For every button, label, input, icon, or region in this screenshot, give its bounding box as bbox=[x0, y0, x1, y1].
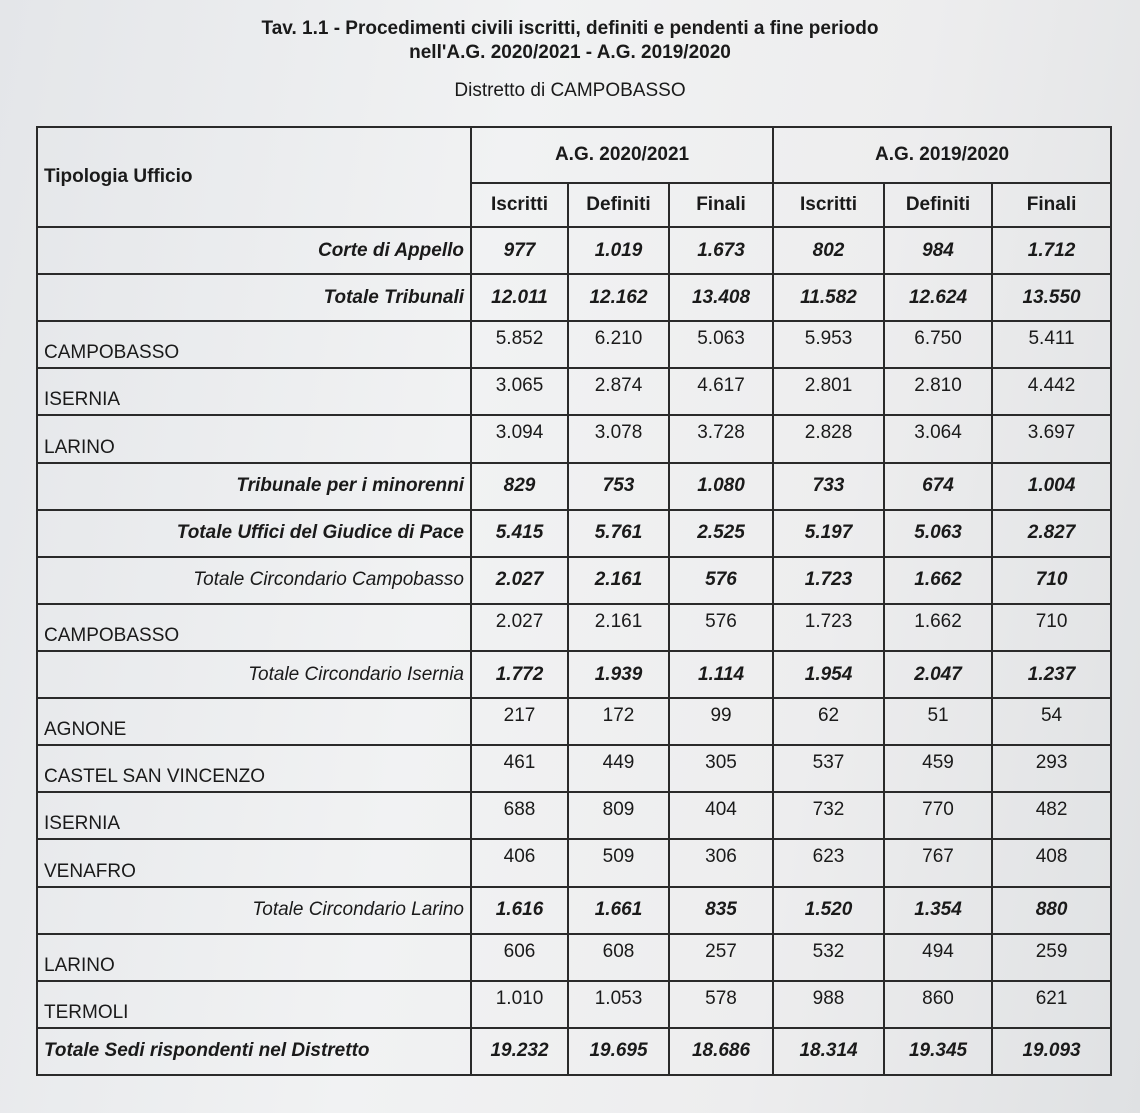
value-cell: 6.750 bbox=[884, 321, 992, 368]
value-cell: 606 bbox=[471, 934, 568, 981]
row-label: ISERNIA bbox=[37, 368, 471, 415]
value-cell: 19.232 bbox=[471, 1028, 568, 1075]
value-cell: 4.442 bbox=[992, 368, 1111, 415]
value-cell: 305 bbox=[669, 745, 773, 792]
value-cell: 3.064 bbox=[884, 415, 992, 462]
value-cell: 1.723 bbox=[773, 604, 884, 651]
value-cell: 1.616 bbox=[471, 887, 568, 934]
table-row bbox=[37, 839, 1111, 886]
value-cell: 459 bbox=[884, 745, 992, 792]
table-row bbox=[37, 274, 1111, 321]
value-cell: 461 bbox=[471, 745, 568, 792]
group-header-row bbox=[37, 127, 1111, 183]
value-cell: 1.954 bbox=[773, 651, 884, 698]
value-cell: 5.063 bbox=[669, 321, 773, 368]
row-label: ISERNIA bbox=[37, 792, 471, 839]
value-cell: 1.520 bbox=[773, 887, 884, 934]
row-label: Totale Circondario Larino bbox=[37, 887, 471, 934]
value-cell: 688 bbox=[471, 792, 568, 839]
value-cell: 5.852 bbox=[471, 321, 568, 368]
value-cell: 753 bbox=[568, 463, 669, 510]
value-cell: 62 bbox=[773, 698, 884, 745]
table-row bbox=[37, 510, 1111, 557]
row-label: Totale Circondario Campobasso bbox=[37, 557, 471, 604]
row-label: TERMOLI bbox=[37, 981, 471, 1028]
column-header: Finali bbox=[669, 183, 773, 227]
value-cell: 623 bbox=[773, 839, 884, 886]
value-cell: 1.712 bbox=[992, 227, 1111, 274]
value-cell: 732 bbox=[773, 792, 884, 839]
value-cell: 710 bbox=[992, 604, 1111, 651]
row-label: LARINO bbox=[37, 934, 471, 981]
row-label: Tribunale per i minorenni bbox=[37, 463, 471, 510]
table-row bbox=[37, 463, 1111, 510]
value-cell: 19.093 bbox=[992, 1028, 1111, 1075]
column-header: Definiti bbox=[568, 183, 669, 227]
value-cell: 1.080 bbox=[669, 463, 773, 510]
table-row bbox=[37, 698, 1111, 745]
value-cell: 880 bbox=[992, 887, 1111, 934]
value-cell: 1.723 bbox=[773, 557, 884, 604]
value-cell: 1.053 bbox=[568, 981, 669, 1028]
table-title-line2: nell'A.G. 2020/2021 - A.G. 2019/2020 bbox=[409, 42, 731, 63]
value-cell: 13.550 bbox=[992, 274, 1111, 321]
value-cell: 2.874 bbox=[568, 368, 669, 415]
value-cell: 2.810 bbox=[884, 368, 992, 415]
value-cell: 509 bbox=[568, 839, 669, 886]
column-header: Iscritti bbox=[773, 183, 884, 227]
value-cell: 259 bbox=[992, 934, 1111, 981]
table-row bbox=[37, 415, 1111, 462]
procedimenti-table bbox=[36, 126, 1112, 1076]
value-cell: 576 bbox=[669, 604, 773, 651]
row-label: VENAFRO bbox=[37, 839, 471, 886]
value-cell: 2.027 bbox=[471, 604, 568, 651]
table-row bbox=[37, 1028, 1111, 1075]
value-cell: 19.345 bbox=[884, 1028, 992, 1075]
value-cell: 674 bbox=[884, 463, 992, 510]
value-cell: 2.047 bbox=[884, 651, 992, 698]
value-cell: 1.019 bbox=[568, 227, 669, 274]
value-cell: 406 bbox=[471, 839, 568, 886]
value-cell: 99 bbox=[669, 698, 773, 745]
value-cell: 1.004 bbox=[992, 463, 1111, 510]
group-header-2020: A.G. 2020/2021 bbox=[471, 127, 773, 183]
value-cell: 2.027 bbox=[471, 557, 568, 604]
value-cell: 710 bbox=[992, 557, 1111, 604]
column-header: Finali bbox=[992, 183, 1111, 227]
value-cell: 172 bbox=[568, 698, 669, 745]
table-row bbox=[37, 745, 1111, 792]
value-cell: 3.728 bbox=[669, 415, 773, 462]
value-cell: 5.953 bbox=[773, 321, 884, 368]
table-row bbox=[37, 934, 1111, 981]
value-cell: 408 bbox=[992, 839, 1111, 886]
table-title-line1: Tav. 1.1 - Procedimenti civili iscritti, definiti e pendenti a fine periodo bbox=[261, 18, 879, 39]
value-cell: 6.210 bbox=[568, 321, 669, 368]
value-cell: 1.237 bbox=[992, 651, 1111, 698]
value-cell: 2.161 bbox=[568, 604, 669, 651]
table-row bbox=[37, 887, 1111, 934]
value-cell: 733 bbox=[773, 463, 884, 510]
row-header-cell: Tipologia Ufficio bbox=[37, 127, 471, 227]
table-row bbox=[37, 792, 1111, 839]
value-cell: 1.662 bbox=[884, 604, 992, 651]
value-cell: 621 bbox=[992, 981, 1111, 1028]
value-cell: 54 bbox=[992, 698, 1111, 745]
value-cell: 578 bbox=[669, 981, 773, 1028]
value-cell: 1.010 bbox=[471, 981, 568, 1028]
value-cell: 835 bbox=[669, 887, 773, 934]
value-cell: 1.673 bbox=[669, 227, 773, 274]
value-cell: 3.078 bbox=[568, 415, 669, 462]
value-cell: 5.197 bbox=[773, 510, 884, 557]
table-subtitle: Distretto di CAMPOBASSO bbox=[454, 80, 686, 101]
table-row bbox=[37, 321, 1111, 368]
value-cell: 5.411 bbox=[992, 321, 1111, 368]
value-cell: 11.582 bbox=[773, 274, 884, 321]
value-cell: 988 bbox=[773, 981, 884, 1028]
value-cell: 2.801 bbox=[773, 368, 884, 415]
value-cell: 860 bbox=[884, 981, 992, 1028]
value-cell: 12.624 bbox=[884, 274, 992, 321]
value-cell: 5.415 bbox=[471, 510, 568, 557]
table-row bbox=[37, 557, 1111, 604]
table-row bbox=[37, 227, 1111, 274]
row-label: CAMPOBASSO bbox=[37, 604, 471, 651]
column-header: Iscritti bbox=[471, 183, 568, 227]
value-cell: 5.063 bbox=[884, 510, 992, 557]
value-cell: 1.662 bbox=[884, 557, 992, 604]
value-cell: 1.661 bbox=[568, 887, 669, 934]
row-label: Totale Circondario Isernia bbox=[37, 651, 471, 698]
value-cell: 257 bbox=[669, 934, 773, 981]
value-cell: 3.094 bbox=[471, 415, 568, 462]
table-row bbox=[37, 651, 1111, 698]
value-cell: 5.761 bbox=[568, 510, 669, 557]
value-cell: 12.011 bbox=[471, 274, 568, 321]
value-cell: 12.162 bbox=[568, 274, 669, 321]
value-cell: 449 bbox=[568, 745, 669, 792]
value-cell: 770 bbox=[884, 792, 992, 839]
value-cell: 977 bbox=[471, 227, 568, 274]
value-cell: 4.617 bbox=[669, 368, 773, 415]
value-cell: 2.525 bbox=[669, 510, 773, 557]
value-cell: 18.314 bbox=[773, 1028, 884, 1075]
table-row bbox=[37, 604, 1111, 651]
table-row bbox=[37, 981, 1111, 1028]
row-label: Totale Sedi rispondenti nel Distretto bbox=[37, 1028, 471, 1075]
value-cell: 1.772 bbox=[471, 651, 568, 698]
value-cell: 984 bbox=[884, 227, 992, 274]
table-row bbox=[37, 368, 1111, 415]
value-cell: 2.828 bbox=[773, 415, 884, 462]
row-label: Totale Uffici del Giudice di Pace bbox=[37, 510, 471, 557]
row-label: Corte di Appello bbox=[37, 227, 471, 274]
value-cell: 13.408 bbox=[669, 274, 773, 321]
column-header: Definiti bbox=[884, 183, 992, 227]
value-cell: 767 bbox=[884, 839, 992, 886]
row-label: AGNONE bbox=[37, 698, 471, 745]
row-label: LARINO bbox=[37, 415, 471, 462]
row-label: CAMPOBASSO bbox=[37, 321, 471, 368]
value-cell: 1.354 bbox=[884, 887, 992, 934]
value-cell: 404 bbox=[669, 792, 773, 839]
row-label: Totale Tribunali bbox=[37, 274, 471, 321]
value-cell: 306 bbox=[669, 839, 773, 886]
value-cell: 809 bbox=[568, 792, 669, 839]
value-cell: 532 bbox=[773, 934, 884, 981]
value-cell: 802 bbox=[773, 227, 884, 274]
value-cell: 494 bbox=[884, 934, 992, 981]
value-cell: 293 bbox=[992, 745, 1111, 792]
group-header-2019: A.G. 2019/2020 bbox=[773, 127, 1111, 183]
value-cell: 3.065 bbox=[471, 368, 568, 415]
value-cell: 537 bbox=[773, 745, 884, 792]
value-cell: 2.161 bbox=[568, 557, 669, 604]
value-cell: 608 bbox=[568, 934, 669, 981]
value-cell: 19.695 bbox=[568, 1028, 669, 1075]
value-cell: 51 bbox=[884, 698, 992, 745]
value-cell: 217 bbox=[471, 698, 568, 745]
value-cell: 2.827 bbox=[992, 510, 1111, 557]
value-cell: 1.114 bbox=[669, 651, 773, 698]
value-cell: 18.686 bbox=[669, 1028, 773, 1075]
value-cell: 482 bbox=[992, 792, 1111, 839]
row-label: CASTEL SAN VINCENZO bbox=[37, 745, 471, 792]
value-cell: 3.697 bbox=[992, 415, 1111, 462]
value-cell: 829 bbox=[471, 463, 568, 510]
value-cell: 576 bbox=[669, 557, 773, 604]
value-cell: 1.939 bbox=[568, 651, 669, 698]
